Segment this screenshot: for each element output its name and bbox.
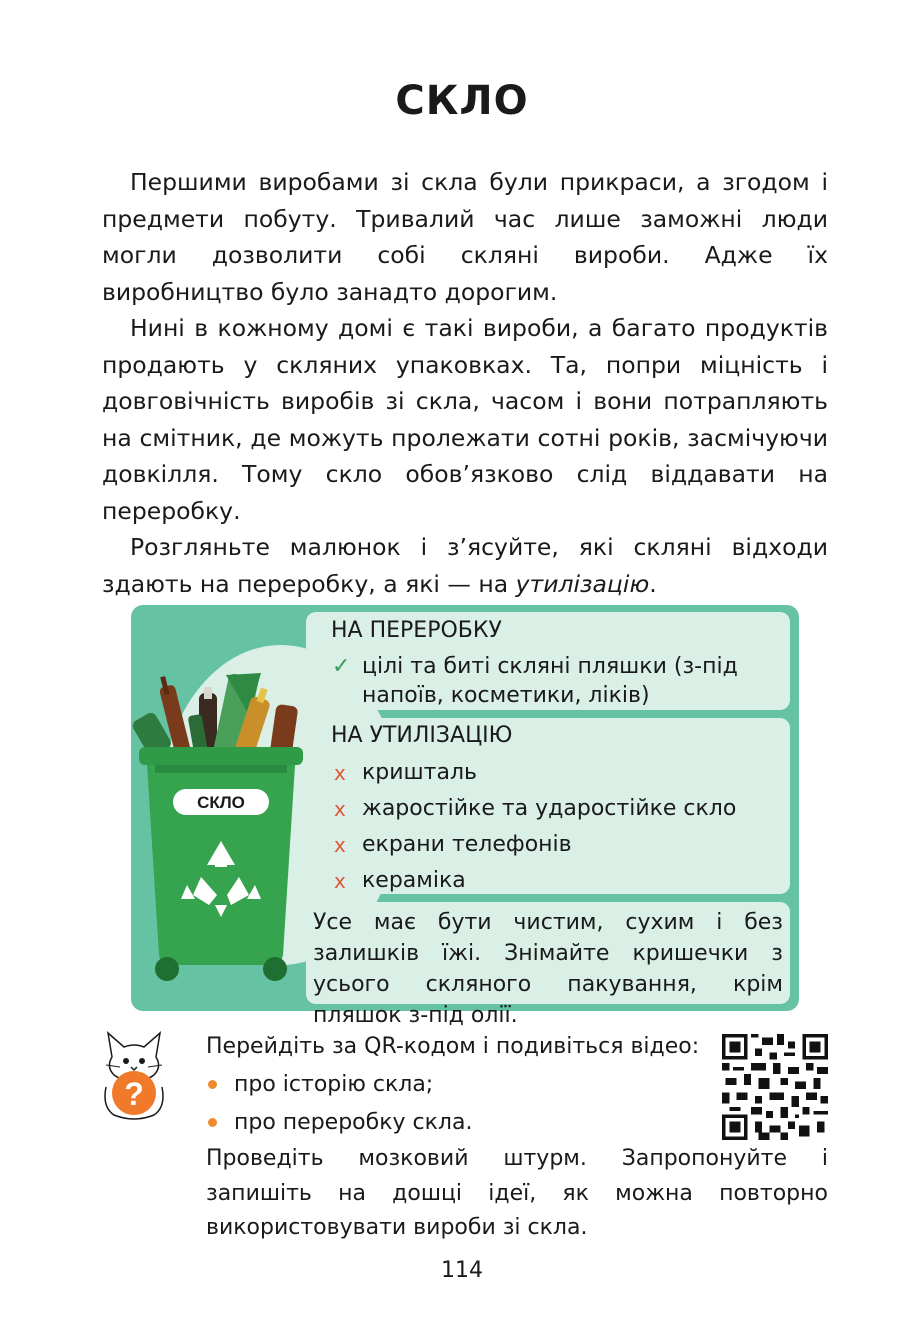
note-box [306, 902, 790, 1028]
list-item [332, 652, 772, 710]
bullet-icon [208, 1118, 217, 1127]
video-list [206, 1066, 472, 1142]
paragraph-3-end: . [649, 569, 657, 598]
list-item [332, 827, 772, 863]
bullet-icon [208, 1080, 217, 1089]
list-item [332, 863, 772, 899]
glass-bin-illustration [131, 605, 331, 1011]
cross-icon: x [334, 797, 346, 821]
glass-sorting-panel [131, 605, 799, 1028]
qr-intro: Перейдіть за QR-кодом і подивіться відео: [206, 1034, 700, 1059]
disposal-box [306, 718, 790, 894]
bin-label: СКЛО [197, 793, 245, 812]
disposal-list [332, 755, 772, 899]
list-item [206, 1066, 472, 1104]
cleaning-note: Усе має бути чистим, сухим і без залишків їжі. Знімайте кришечки з усього скляного пакування, крім пляшок з-під олії. [313, 910, 783, 1028]
paragraph-3 [102, 529, 828, 602]
paragraph-3-start: Розгляньте малюнок і з’ясуйте, які скляні відходи здають на переробку, а які — на [102, 533, 828, 598]
brainstorm-task: Проведіть мозковий штурм. Запропонуйте і запишіть на дошці ідеї, як можна повторно використовувати вироби зі скла. [206, 1146, 828, 1240]
page-title: СКЛО [395, 78, 529, 124]
list-item [332, 791, 772, 827]
qr-code[interactable] [722, 1034, 828, 1140]
video-item-label: про переробку скла. [234, 1110, 473, 1135]
paragraph-1: Першими виробами зі скла були прикраси, а згодом і предмети побуту. Тривалий час лише заможні люди могли дозволити собі скляні вироби. Адже їх виробництво було занадто дорогим. [102, 168, 828, 306]
bottles-icon [131, 673, 299, 759]
recycling-list [332, 652, 772, 710]
list-item [332, 755, 772, 791]
recycling-item-label: цілі та биті скляні пляшки (з-під напоїв, косметики, ліків) [362, 654, 738, 708]
paragraph-3-emphasis: утилізацію [515, 569, 650, 598]
disposal-item-label: екрани телефонів [362, 832, 572, 857]
cross-icon: x [334, 761, 346, 785]
list-item [206, 1104, 472, 1142]
check-icon: ✓ [332, 654, 351, 679]
recycling-heading: НА ПЕРЕРОБКУ [331, 618, 502, 643]
disposal-item-label: кришталь [362, 760, 478, 785]
disposal-item-label: жаростійке та ударостійке скло [362, 796, 737, 821]
svg-text:?: ? [124, 1076, 144, 1112]
body-text [102, 164, 828, 602]
video-item-label: про історію скла; [234, 1072, 434, 1097]
paragraph-2: Нині в кожному домі є такі вироби, а багато продуктів продають у скляних упаковках. Та, попри міцність і довговічність виробів зі скла, часом і вони потрапляють на смітник, де можуть пролежати сотні років, засмічуючи довкілля. Тому скло обов’язково слід віддавати на переробку. [102, 314, 828, 525]
disposal-item-label: кераміка [362, 868, 466, 893]
cross-icon: x [334, 833, 346, 857]
page-number: 114 [441, 1258, 483, 1283]
disposal-heading: НА УТИЛІЗАЦІЮ [331, 723, 513, 748]
recycling-box [306, 612, 790, 710]
cross-icon: x [334, 869, 346, 893]
cat-question-icon [98, 1027, 170, 1121]
